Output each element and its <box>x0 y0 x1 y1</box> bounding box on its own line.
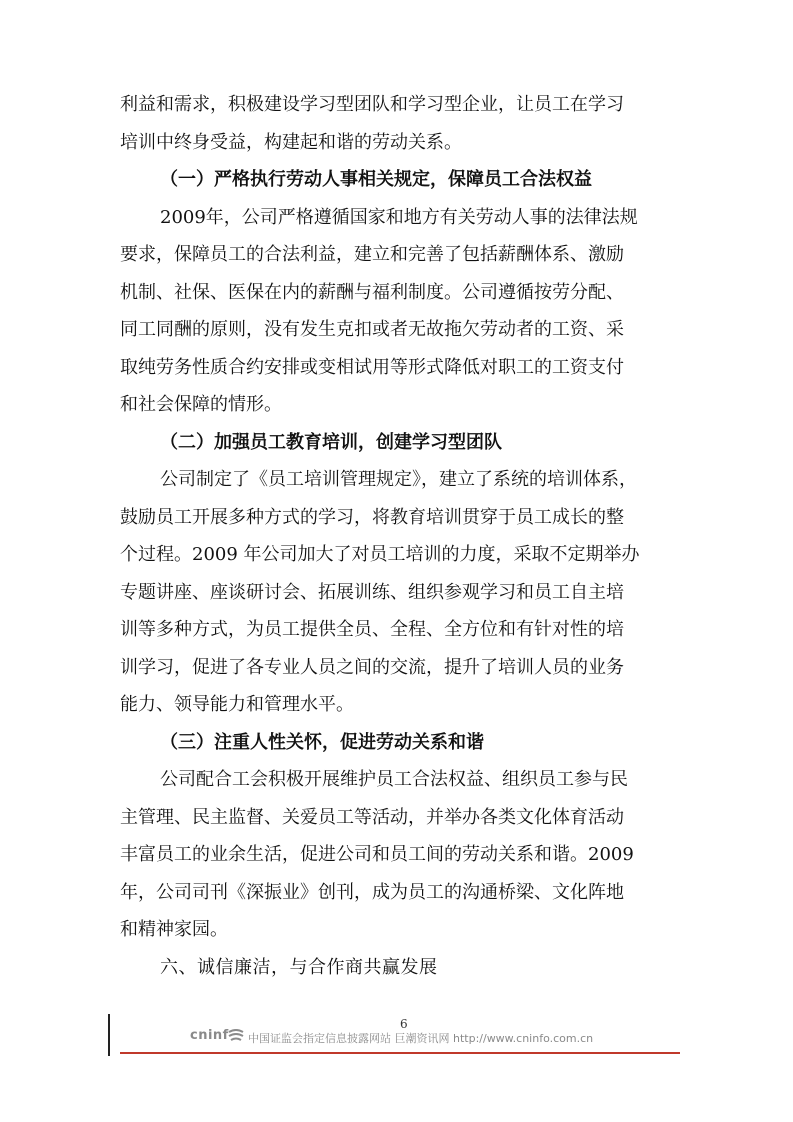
cninf-logo: cninf <box>190 1028 229 1043</box>
body-line: 要求，保障员工的合法利益，建立和完善了包括薪酬体系、激励 <box>120 244 624 265</box>
body-line: 年，公司司刊《深振业》创刊，成为员工的沟通桥梁、文化阵地 <box>120 881 624 903</box>
page-number: 6 <box>400 1017 408 1031</box>
body-line: 培训中终身受益，构建起和谐的劳动关系。 <box>120 131 462 153</box>
body-line: 同工同酬的原则，没有发生克扣或者无故拖欠劳动者的工资、采 <box>120 319 624 340</box>
body-line: 机制、社保、医保在内的薪酬与福利制度。公司遵循按劳分配、 <box>120 281 624 303</box>
body-line: 和精神家园。 <box>120 919 228 940</box>
body-line: 取纯劳务性质合约安排或变相试用等形式降低对职工的工资支付 <box>120 356 624 378</box>
body-line: 利益和需求，积极建设学习型团队和学习型企业，让员工在学习 <box>120 94 624 115</box>
margin-bar <box>108 1014 110 1056</box>
document-body <box>120 86 680 986</box>
cninf-logo-icon <box>228 1028 244 1042</box>
paragraph-first-line: 2009年，公司严格遵循国家和地方有关劳动人事的法律法规 <box>160 206 638 228</box>
page-footer <box>108 1014 680 1064</box>
chapter-heading: 六、诚信廉洁，与合作商共赢发展 <box>160 956 438 978</box>
body-line: 专题讲座、座谈研讨会、拓展训练、组织参观学习和员工自主培 <box>120 581 624 603</box>
body-line: 主管理、民主监督、关爱员工等活动，并举办各类文化体育活动 <box>120 806 624 828</box>
body-line: 训等多种方式，为员工提供全员、全程、全方位和有针对性的培 <box>120 619 624 640</box>
body-line: 鼓励员工开展多种方式的学习，将教育培训贯穿于员工成长的整 <box>120 506 624 528</box>
section-heading: （三）注重人性关怀，促进劳动关系和谐 <box>160 731 484 753</box>
body-line: 丰富员工的业余生活，促进公司和员工间的劳动关系和谐。2009 <box>120 844 634 865</box>
body-line: 和社会保障的情形。 <box>120 394 282 415</box>
source-text: 中国证监会指定信息披露网站 巨潮资讯网 http://www.cninfo.com.cn <box>248 1032 594 1045</box>
section-heading: （二）加强员工教育培训，创建学习型团队 <box>160 431 502 453</box>
body-line: 个过程。2009 年公司加大了对员工培训的力度，采取不定期举办 <box>120 544 640 565</box>
footer-rule <box>120 1052 680 1054</box>
section-heading: （一）严格执行劳动人事相关规定，保障员工合法权益 <box>160 169 592 190</box>
paragraph-first-line: 公司配合工会积极开展维护员工合法权益、组织员工参与民 <box>160 769 628 790</box>
body-line: 训学习，促进了各专业人员之间的交流，提升了培训人员的业务 <box>120 656 624 678</box>
paragraph-first-line: 公司制定了《员工培训管理规定》，建立了系统的培训体系， <box>160 469 637 490</box>
body-line: 能力、领导能力和管理水平。 <box>120 694 354 715</box>
